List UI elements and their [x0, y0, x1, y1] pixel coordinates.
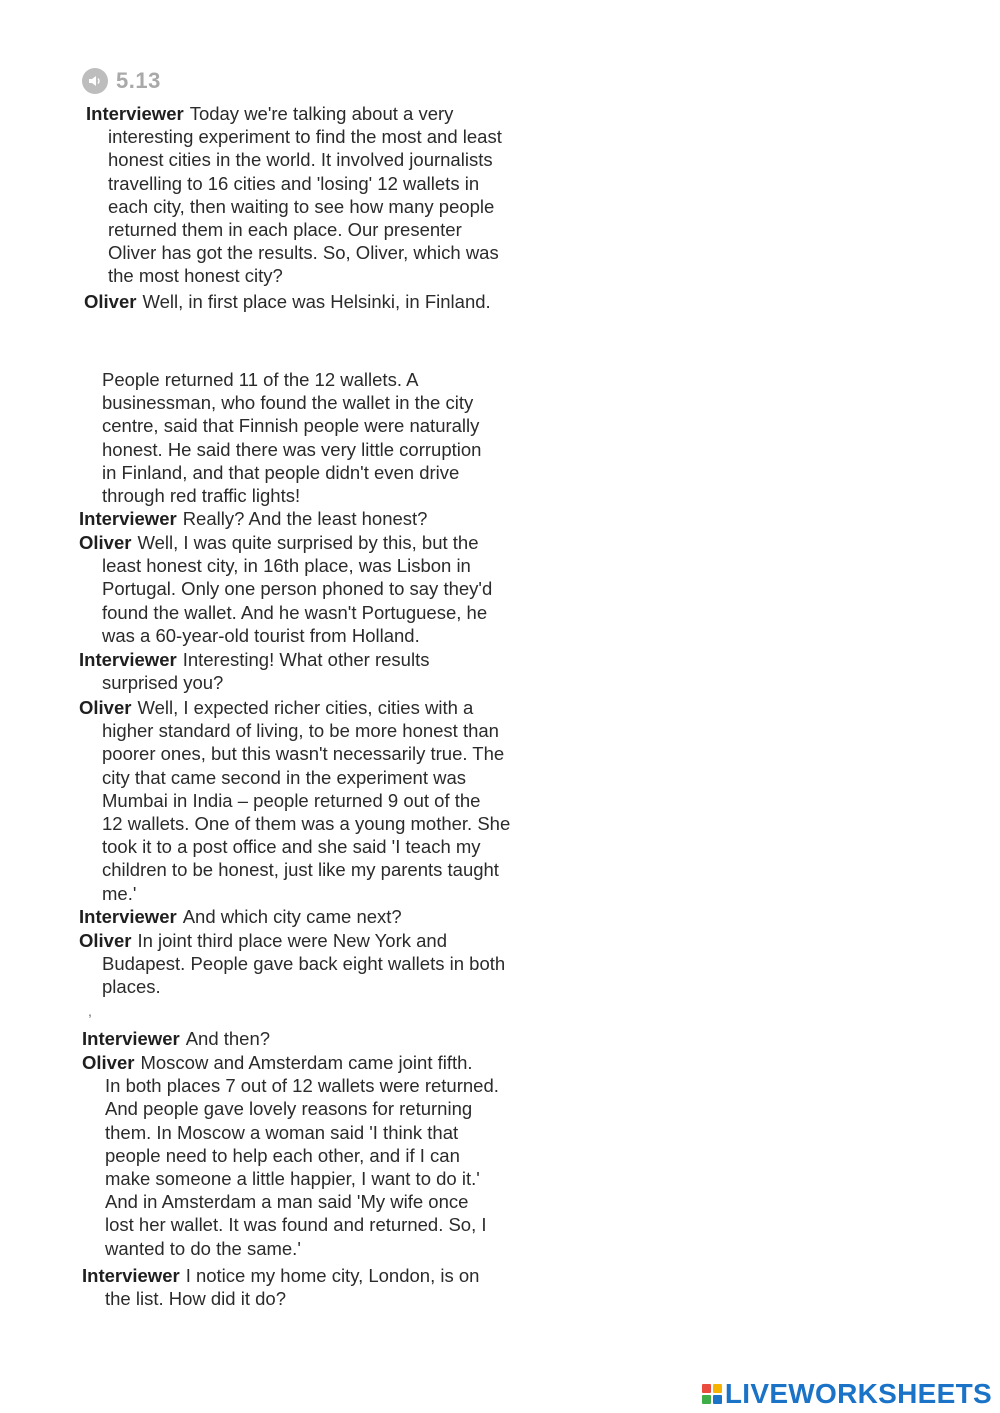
- transcript-line: make someone a little happier, I want to do it.': [105, 1167, 480, 1189]
- transcript-line: And then?: [185, 1028, 271, 1049]
- transcript-continuation: [102, 368, 481, 507]
- transcript-line: people need to help each other, and if I can: [105, 1144, 460, 1166]
- speaker-label: Oliver: [82, 1052, 135, 1073]
- liveworksheets-logo-icon: [702, 1384, 722, 1404]
- transcript-line: the most honest city?: [108, 265, 283, 287]
- transcript-line: found the wallet. And he wasn't Portuguese, he: [102, 601, 488, 623]
- transcript-line: them. In Moscow a woman said 'I think that: [105, 1121, 459, 1143]
- transcript-line: lost her wallet. It was found and returned. So, I: [105, 1214, 487, 1236]
- transcript-line: children to be honest, just like my parents taught: [102, 859, 499, 881]
- track-number: 5.13: [116, 68, 161, 93]
- transcript-line: Today we're talking about a very: [189, 103, 454, 124]
- transcript-line: returned them in each place. Our presenter: [108, 218, 462, 240]
- transcript-line: Well, I was quite surprised by this, but the: [137, 532, 479, 553]
- speaker-label: Oliver: [79, 930, 132, 951]
- transcript-line: In both places 7 out of 12 wallets were returned.: [105, 1075, 499, 1097]
- transcript-line: city that came second in the experiment was: [102, 766, 467, 788]
- transcript-line: Oliver has got the results. So, Oliver, which was: [108, 242, 499, 264]
- transcript-line: wanted to do the same.': [105, 1237, 301, 1259]
- transcript-turn: [82, 1051, 499, 1260]
- transcript-turn: [82, 1264, 479, 1310]
- transcript-line: And in Amsterdam a man said 'My wife once: [105, 1191, 469, 1213]
- transcript-turn: [82, 1027, 270, 1050]
- transcript-line: Interesting! What other results: [182, 649, 430, 670]
- transcript-line: honest. He said there was very little corruption: [102, 438, 482, 460]
- transcript-line: In joint third place were New York and: [137, 930, 447, 951]
- stray-mark: ,: [88, 1003, 92, 1019]
- transcript-turn: [84, 290, 491, 313]
- transcript-line: interesting experiment to find the most and least: [108, 126, 502, 148]
- transcript-turn: [86, 102, 502, 288]
- transcript-line: through red traffic lights!: [102, 484, 301, 506]
- speaker-icon[interactable]: [82, 68, 108, 94]
- transcript-line: places.: [102, 976, 161, 998]
- transcript-turn: [79, 648, 429, 694]
- transcript-line: And which city came next?: [182, 906, 402, 927]
- transcript-line: 12 wallets. One of them was a young mother. She: [102, 812, 511, 834]
- transcript-line: Really? And the least honest?: [182, 508, 428, 529]
- transcript-line: Mumbai in India – people returned 9 out of the: [102, 789, 481, 811]
- transcript-line: businessman, who found the wallet in the city: [102, 392, 474, 414]
- transcript-turn: [79, 531, 492, 647]
- transcript-line: each city, then waiting to see how many people: [108, 195, 495, 217]
- speaker-label: Oliver: [84, 291, 137, 312]
- transcript-line: was a 60-year-old tourist from Holland.: [102, 624, 420, 646]
- transcript-line: in Finland, and that people didn't even drive: [102, 461, 460, 483]
- transcript-line: I notice my home city, London, is on: [185, 1265, 480, 1286]
- speaker-label: Interviewer: [86, 103, 184, 124]
- speaker-label: Interviewer: [79, 906, 177, 927]
- transcript-line: Well, in first place was Helsinki, in Finland.: [142, 291, 491, 312]
- transcript-line: Well, I expected richer cities, cities with a: [137, 697, 474, 718]
- speaker-label: Interviewer: [79, 508, 177, 529]
- transcript-line: travelling to 16 cities and 'losing' 12 wallets in: [108, 172, 480, 194]
- brand-name: LIVEWORKSHEETS: [724, 1378, 992, 1409]
- transcript-line: Moscow and Amsterdam came joint fifth.: [140, 1052, 473, 1073]
- transcript-turn: [79, 905, 402, 928]
- transcript-line: And people gave lovely reasons for returning: [105, 1098, 473, 1120]
- transcript-turn: [79, 507, 427, 530]
- transcript-line: took it to a post office and she said 'I teach my: [102, 836, 481, 858]
- transcript-line: least honest city, in 16th place, was Lisbon in: [102, 555, 471, 577]
- transcript-line: the list. How did it do?: [105, 1288, 286, 1310]
- transcript-line: surprised you?: [102, 672, 224, 694]
- transcript-turn: [79, 929, 505, 999]
- transcript-line: Budapest. People gave back eight wallets in both: [102, 953, 506, 975]
- track-header: [82, 68, 161, 94]
- speaker-label: Interviewer: [79, 649, 177, 670]
- speaker-label: Interviewer: [82, 1265, 180, 1286]
- transcript-line: poorer ones, but this wasn't necessarily true. The: [102, 743, 505, 765]
- liveworksheets-brand[interactable]: [702, 1378, 992, 1410]
- transcript-line: honest cities in the world. It involved journalists: [108, 149, 493, 171]
- speaker-label: Oliver: [79, 532, 132, 553]
- transcript-turn: [79, 696, 510, 905]
- transcript-line: higher standard of living, to be more honest than: [102, 720, 499, 742]
- speaker-label: Oliver: [79, 697, 132, 718]
- transcript-line: me.': [102, 882, 137, 904]
- transcript-line: Portugal. Only one person phoned to say they'd: [102, 578, 493, 600]
- transcript-line: centre, said that Finnish people were naturally: [102, 415, 480, 437]
- speaker-label: Interviewer: [82, 1028, 180, 1049]
- transcript-line: People returned 11 of the 12 wallets. A: [102, 369, 419, 390]
